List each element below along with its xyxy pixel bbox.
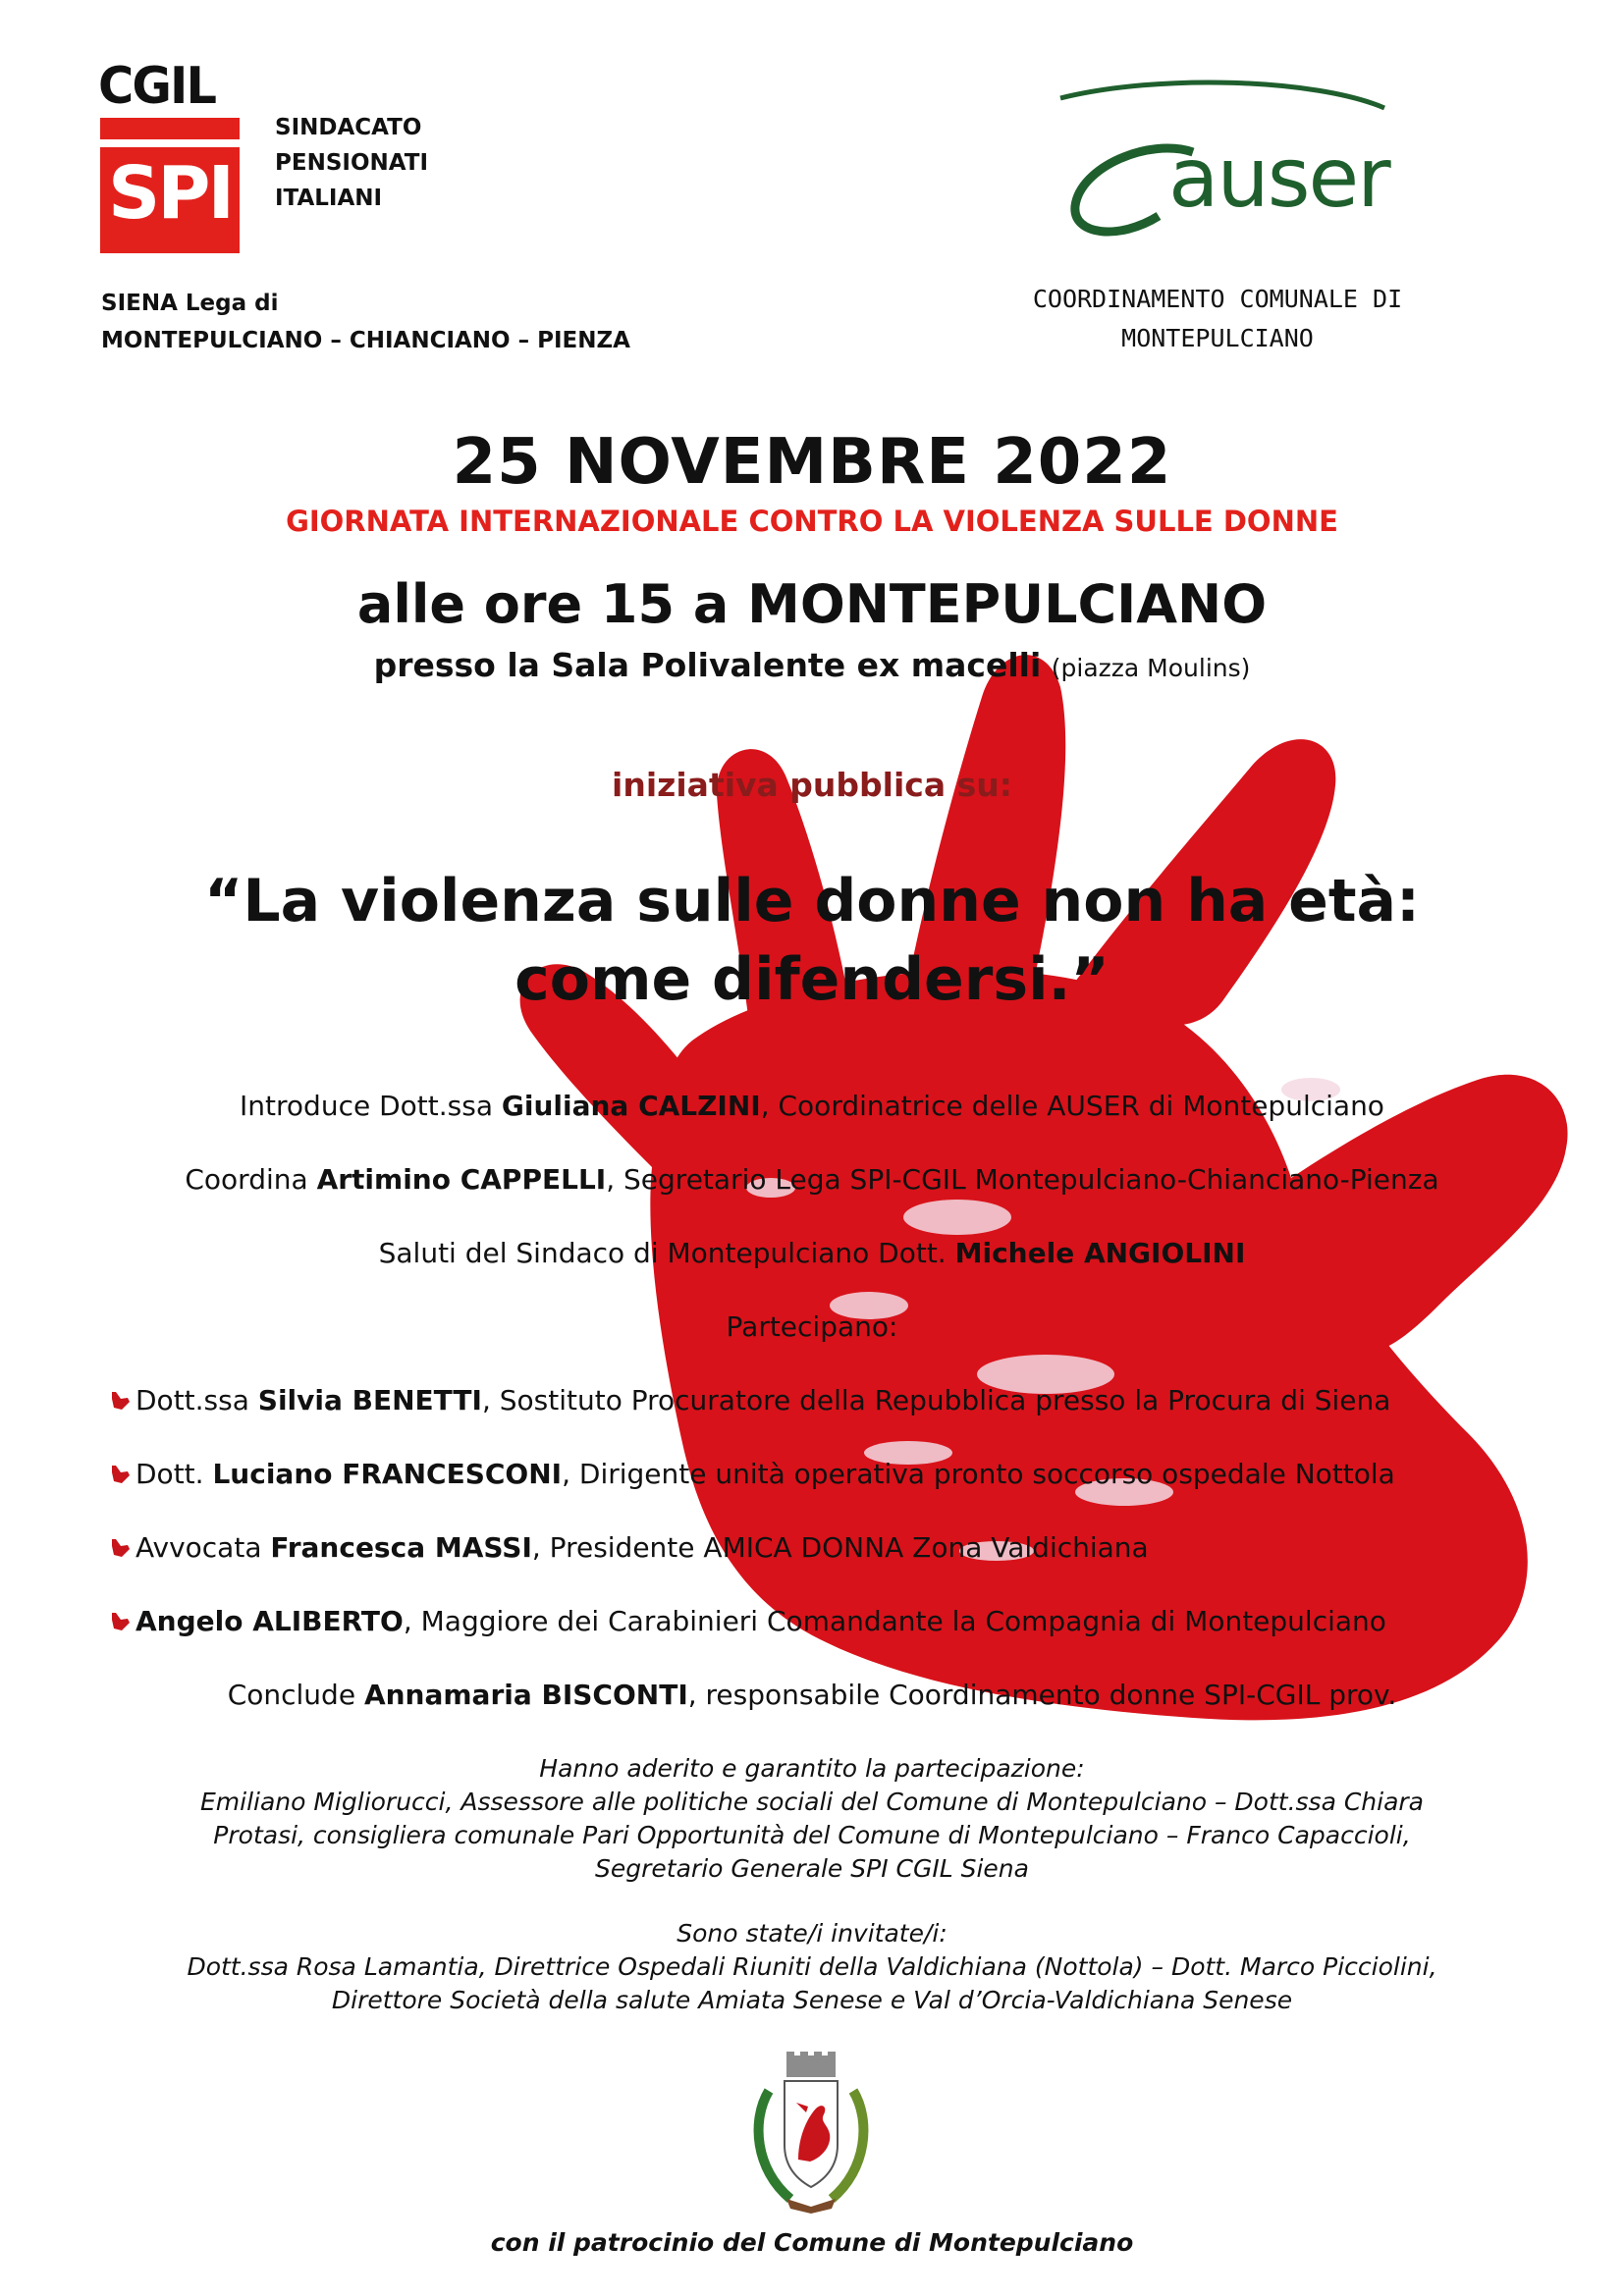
program-text: , Dirigente unità operativa pronto soccorso ospedale Nottola (562, 1458, 1395, 1490)
spi-logo-text: SPI (107, 151, 233, 236)
speaker-name: Michele ANGIOLINI (954, 1237, 1246, 1269)
coordinamento-label (923, 280, 1512, 358)
speaker-name: Luciano FRANCESCONI (212, 1458, 563, 1490)
event-time-place: alle ore 15 a MONTEPULCIANO (356, 573, 1268, 635)
venue-note: (piazza Moulins) (1051, 654, 1251, 682)
montepulciano-crest-icon (751, 2052, 871, 2214)
speaker-name: Artimino CAPPELLI (316, 1163, 607, 1196)
adherents-line: Protasi, consigliera comunale Pari Opportunità del Comune di Montepulciano – Franco Capaccioli, (213, 1821, 1411, 1849)
program-partecipano: Partecipano: (726, 1310, 898, 1343)
program-text: , responsabile Coordinamento donne SPI-CGIL prov. (687, 1679, 1397, 1711)
patronage-label: con il patrocinio del Comune di Montepulciano (490, 2228, 1134, 2257)
program-saluti (0, 1235, 1624, 1272)
speaker-name: Silvia BENETTI (257, 1384, 482, 1416)
event-date: 25 NOVEMBRE 2022 (452, 426, 1172, 499)
program-text: Dott.ssa (135, 1384, 258, 1416)
speaker-name: Angelo ALIBERTO (135, 1605, 404, 1637)
program-text: Saluti del Sindaco di Montepulciano Dott. (378, 1237, 955, 1269)
sindacato-line: ITALIANI (275, 186, 383, 211)
auser-logo (1021, 79, 1394, 245)
program-text: , Sostituto Procuratore della Repubblica presso la Procura di Siena (481, 1384, 1391, 1416)
program-conclude (0, 1677, 1624, 1714)
siena-line: SIENA Lega di (101, 291, 279, 316)
speaker-name: Annamaria BISCONTI (363, 1679, 688, 1711)
invited-block (0, 1917, 1624, 2017)
speaker-item (108, 1456, 1395, 1493)
speaker-item (108, 1603, 1386, 1640)
program-text: Avvocata (135, 1531, 271, 1564)
spi-logo-box (100, 118, 240, 253)
program-text: Dott. (135, 1458, 213, 1490)
event-title-line: come difendersi.” (514, 945, 1110, 1014)
program-text: , Presidente AMICA DONNA Zona Valdichiana (531, 1531, 1149, 1564)
speaker-item (108, 1529, 1149, 1567)
sindacato-line: SINDACATO (275, 115, 422, 140)
program-text: Introduce Dott.ssa (240, 1090, 502, 1122)
pointing-hand-icon (108, 1389, 132, 1413)
invited-line: Direttore Società della salute Amiata Senese e Val d’Orcia-Valdichiana Senese (331, 1986, 1293, 2014)
invited-line: Dott.ssa Rosa Lamantia, Direttrice Ospedali Riuniti della Valdichiana (Nottola) – Dott. Marco Picciolini, (187, 1952, 1437, 1981)
adherents-block (0, 1752, 1624, 1886)
venue-name: presso la Sala Polivalente ex macelli (373, 646, 1042, 684)
iniziativa-label: iniziativa pubblica su: (612, 766, 1012, 804)
cgil-logo-text: CGIL (98, 57, 216, 116)
adherents-line: Segretario Generale SPI CGIL Siena (595, 1854, 1029, 1883)
invited-heading: Sono state/i invitate/i: (677, 1919, 947, 1948)
pointing-hand-icon (108, 1610, 132, 1633)
program-text: , Segretario Lega SPI-CGIL Montepulciano-Chianciano-Pienza (606, 1163, 1439, 1196)
cgil-spi-logo (98, 57, 244, 255)
program-text: , Coordinatrice delle AUSER di Montepulciano (760, 1090, 1384, 1122)
event-title-line: “La violenza sulle donne non ha età: (203, 867, 1421, 935)
adherents-line: Emiliano Migliorucci, Assessore alle politiche sociali del Comune di Montepulciano – Dott.ssa Chiara (199, 1788, 1425, 1816)
siena-line: MONTEPULCIANO – CHIANCIANO – PIENZA (101, 328, 630, 353)
coordinamento-line: MONTEPULCIANO (1121, 324, 1314, 352)
program-text: Coordina (185, 1163, 317, 1196)
event-venue (0, 646, 1624, 688)
pointing-hand-icon (108, 1463, 132, 1486)
pointing-hand-icon (108, 1536, 132, 1560)
program-coordina (0, 1161, 1624, 1199)
program-text: Conclude (227, 1679, 364, 1711)
program-introduce (0, 1088, 1624, 1125)
program-text: , Maggiore dei Carabinieri Comandante la Compagnia di Montepulciano (403, 1605, 1386, 1637)
giornata-title: GIORNATA INTERNAZIONALE CONTRO LA VIOLENZA SULLE DONNE (286, 505, 1338, 538)
coordinamento-line: COORDINAMENTO COMUNALE DI (1032, 285, 1403, 313)
adherents-heading: Hanno aderito e garantito la partecipazione: (539, 1754, 1085, 1783)
siena-lega-label (101, 285, 630, 359)
event-title (0, 862, 1624, 1019)
logo-bar (100, 139, 240, 147)
speaker-name: Francesca MASSI (270, 1531, 532, 1564)
speaker-item (108, 1382, 1390, 1419)
sindacato-label (275, 110, 428, 216)
auser-logo-text: auser (1168, 130, 1389, 226)
sindacato-line: PENSIONATI (275, 150, 429, 176)
speaker-name: Giuliana CALZINI (501, 1090, 761, 1122)
